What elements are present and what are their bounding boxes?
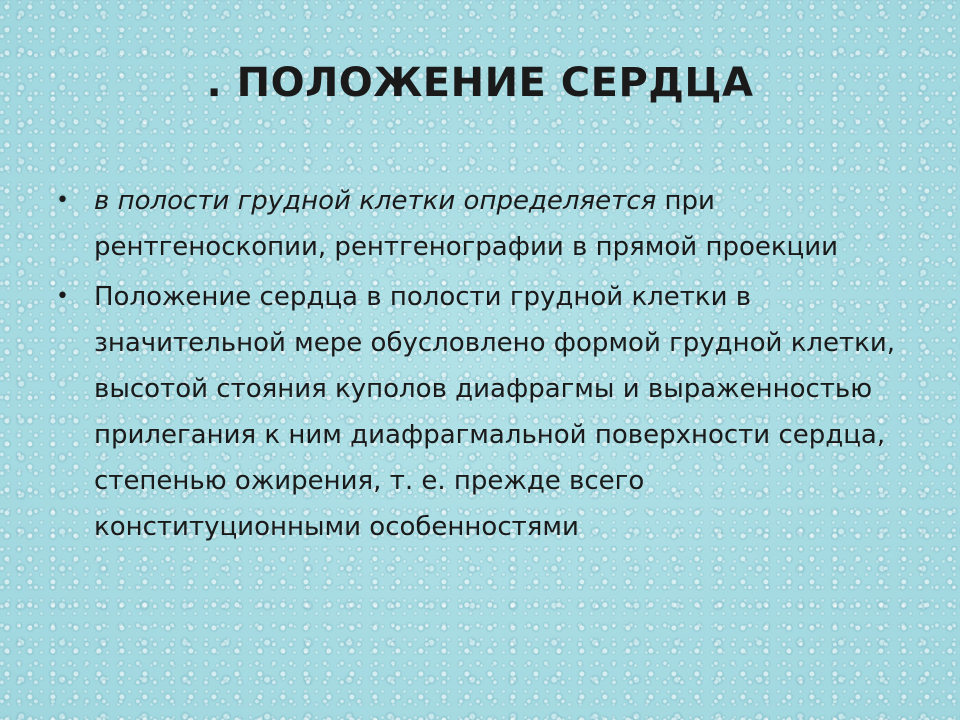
slide-content xyxy=(54,178,914,554)
bullet-item-2 xyxy=(54,274,914,550)
bullet-dot-icon: • xyxy=(56,188,69,213)
slide-title: . ПОЛОЖЕНИЕ СЕРДЦА xyxy=(206,60,754,106)
bullet-dot-icon: • xyxy=(56,284,69,309)
bullet-2-text: Положение сердца в полости грудной клетки в значительной мере обусловлено формой грудной клетки, высотой стояния куполов диафрагмы и выраженностью прилегания к ним диафрагмальной поверхности сердца, степенью ожирения, т. е. прежде всего конституционными особенностями xyxy=(94,282,896,542)
bullet-1-italic-text: в полости грудной клетки определяется xyxy=(94,186,657,216)
bullet-1-text: при рентгеноскопии, рентгенографии в прямой проекции xyxy=(94,186,839,262)
bullet-item-1 xyxy=(54,178,914,270)
